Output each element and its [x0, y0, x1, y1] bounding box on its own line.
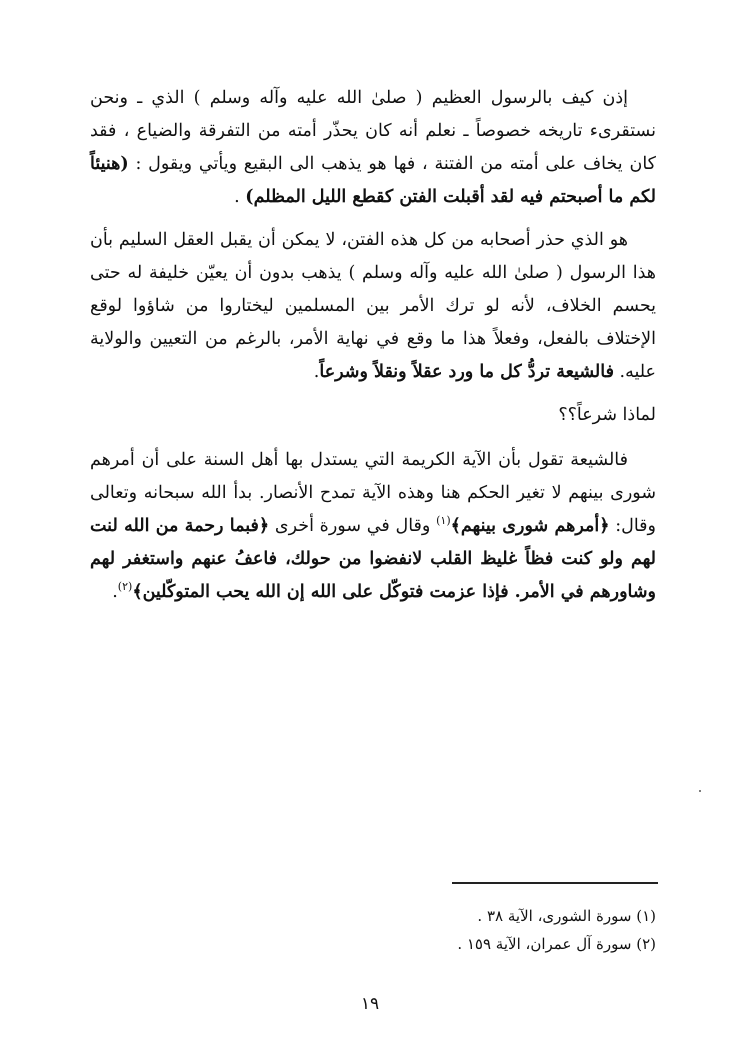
footnote-2: (٢) سورة آل عمران، الآية ١٥٩ . — [457, 935, 656, 953]
footnotes — [300, 902, 656, 958]
footnote-ref-1: (١) — [436, 514, 451, 528]
paragraph-2-emphasis: فالشيعة تردُّ كل ما ورد عقلاً ونقلاً وشرعاً — [319, 362, 614, 382]
paragraph-1-end: . — [234, 187, 246, 207]
paragraph-1-hadith: (هنيئاً لكم ما أصبحتم فيه لقد أقبلت الفتن كقطع الليل المظلم) — [90, 154, 656, 207]
paragraph-1 — [90, 82, 656, 214]
page-number: ١٩ — [360, 994, 380, 1014]
paragraph-2 — [90, 224, 656, 389]
footnote-ref-2: (٢) — [117, 580, 133, 594]
paragraph-3 — [90, 444, 656, 609]
scan-speck — [699, 790, 701, 792]
paragraph-2-end: . — [313, 362, 320, 382]
paragraph-1-text: إذن كيف بالرسول العظيم ( صلىٰ الله عليه وآله وسلم ) الذي ـ ونحن نستقرىء تاريخه خصوصاً ـ نعلم أنه كان يحذّر أمته من التفرقة والضياع ، فقد كان يخاف على أمته من الفتنة ، فها هو يذهب الى البقيع ويأتي ويقول : — [90, 88, 656, 174]
footnote-1: (١) سورة الشورى، الآية ٣٨ . — [477, 907, 656, 925]
section-heading: لماذا شرعاً؟؟ — [558, 405, 656, 425]
paragraph-3-end: . — [112, 582, 118, 602]
main-text — [90, 82, 656, 619]
paragraph-3-middle: وقال في سورة أخرى — [269, 516, 437, 536]
footnote-divider — [452, 882, 658, 884]
quran-verse-2: ﴿فبما رحمة من الله لنت لهم ولو كنت فظاً غليظ القلب لانفضوا من حولك، فاعفُ عنهم واستغفر لهم وشاورهم في الأمر. فإذا عزمت فتوكّل على الله إن الله يحب المتوكّلين﴾ — [90, 516, 656, 602]
paragraph-2-text: هو الذي حذر أصحابه من كل هذه الفتن، لا يمكن أن يقبل العقل السليم بأن هذا الرسول ( صلىٰ الله عليه وآله وسلم ) يذهب بدون أن يعيّن خليفة له حتى يحسم الخلاف، لأنه لو ترك الأمر بين المسلمين ليختاروا من شاؤوا لوقع الإختلاف بالفعل، وفعلاً هذا ما وقع في نهاية الأمر، بالرغم من التعيين والولاية عليه. — [90, 230, 656, 382]
quran-verse-1: ﴿أمرهم شورى بينهم﴾ — [450, 516, 610, 536]
paragraph-3-text: فالشيعة تقول بأن الآية الكريمة التي يستدل بها أهل السنة على أن أمرهم شورى بينهم لا تغير الحكم هنا وهذه الآية تمدح الأنصار. بدأ الله سبحانه وتعالى وقال: — [90, 450, 657, 536]
